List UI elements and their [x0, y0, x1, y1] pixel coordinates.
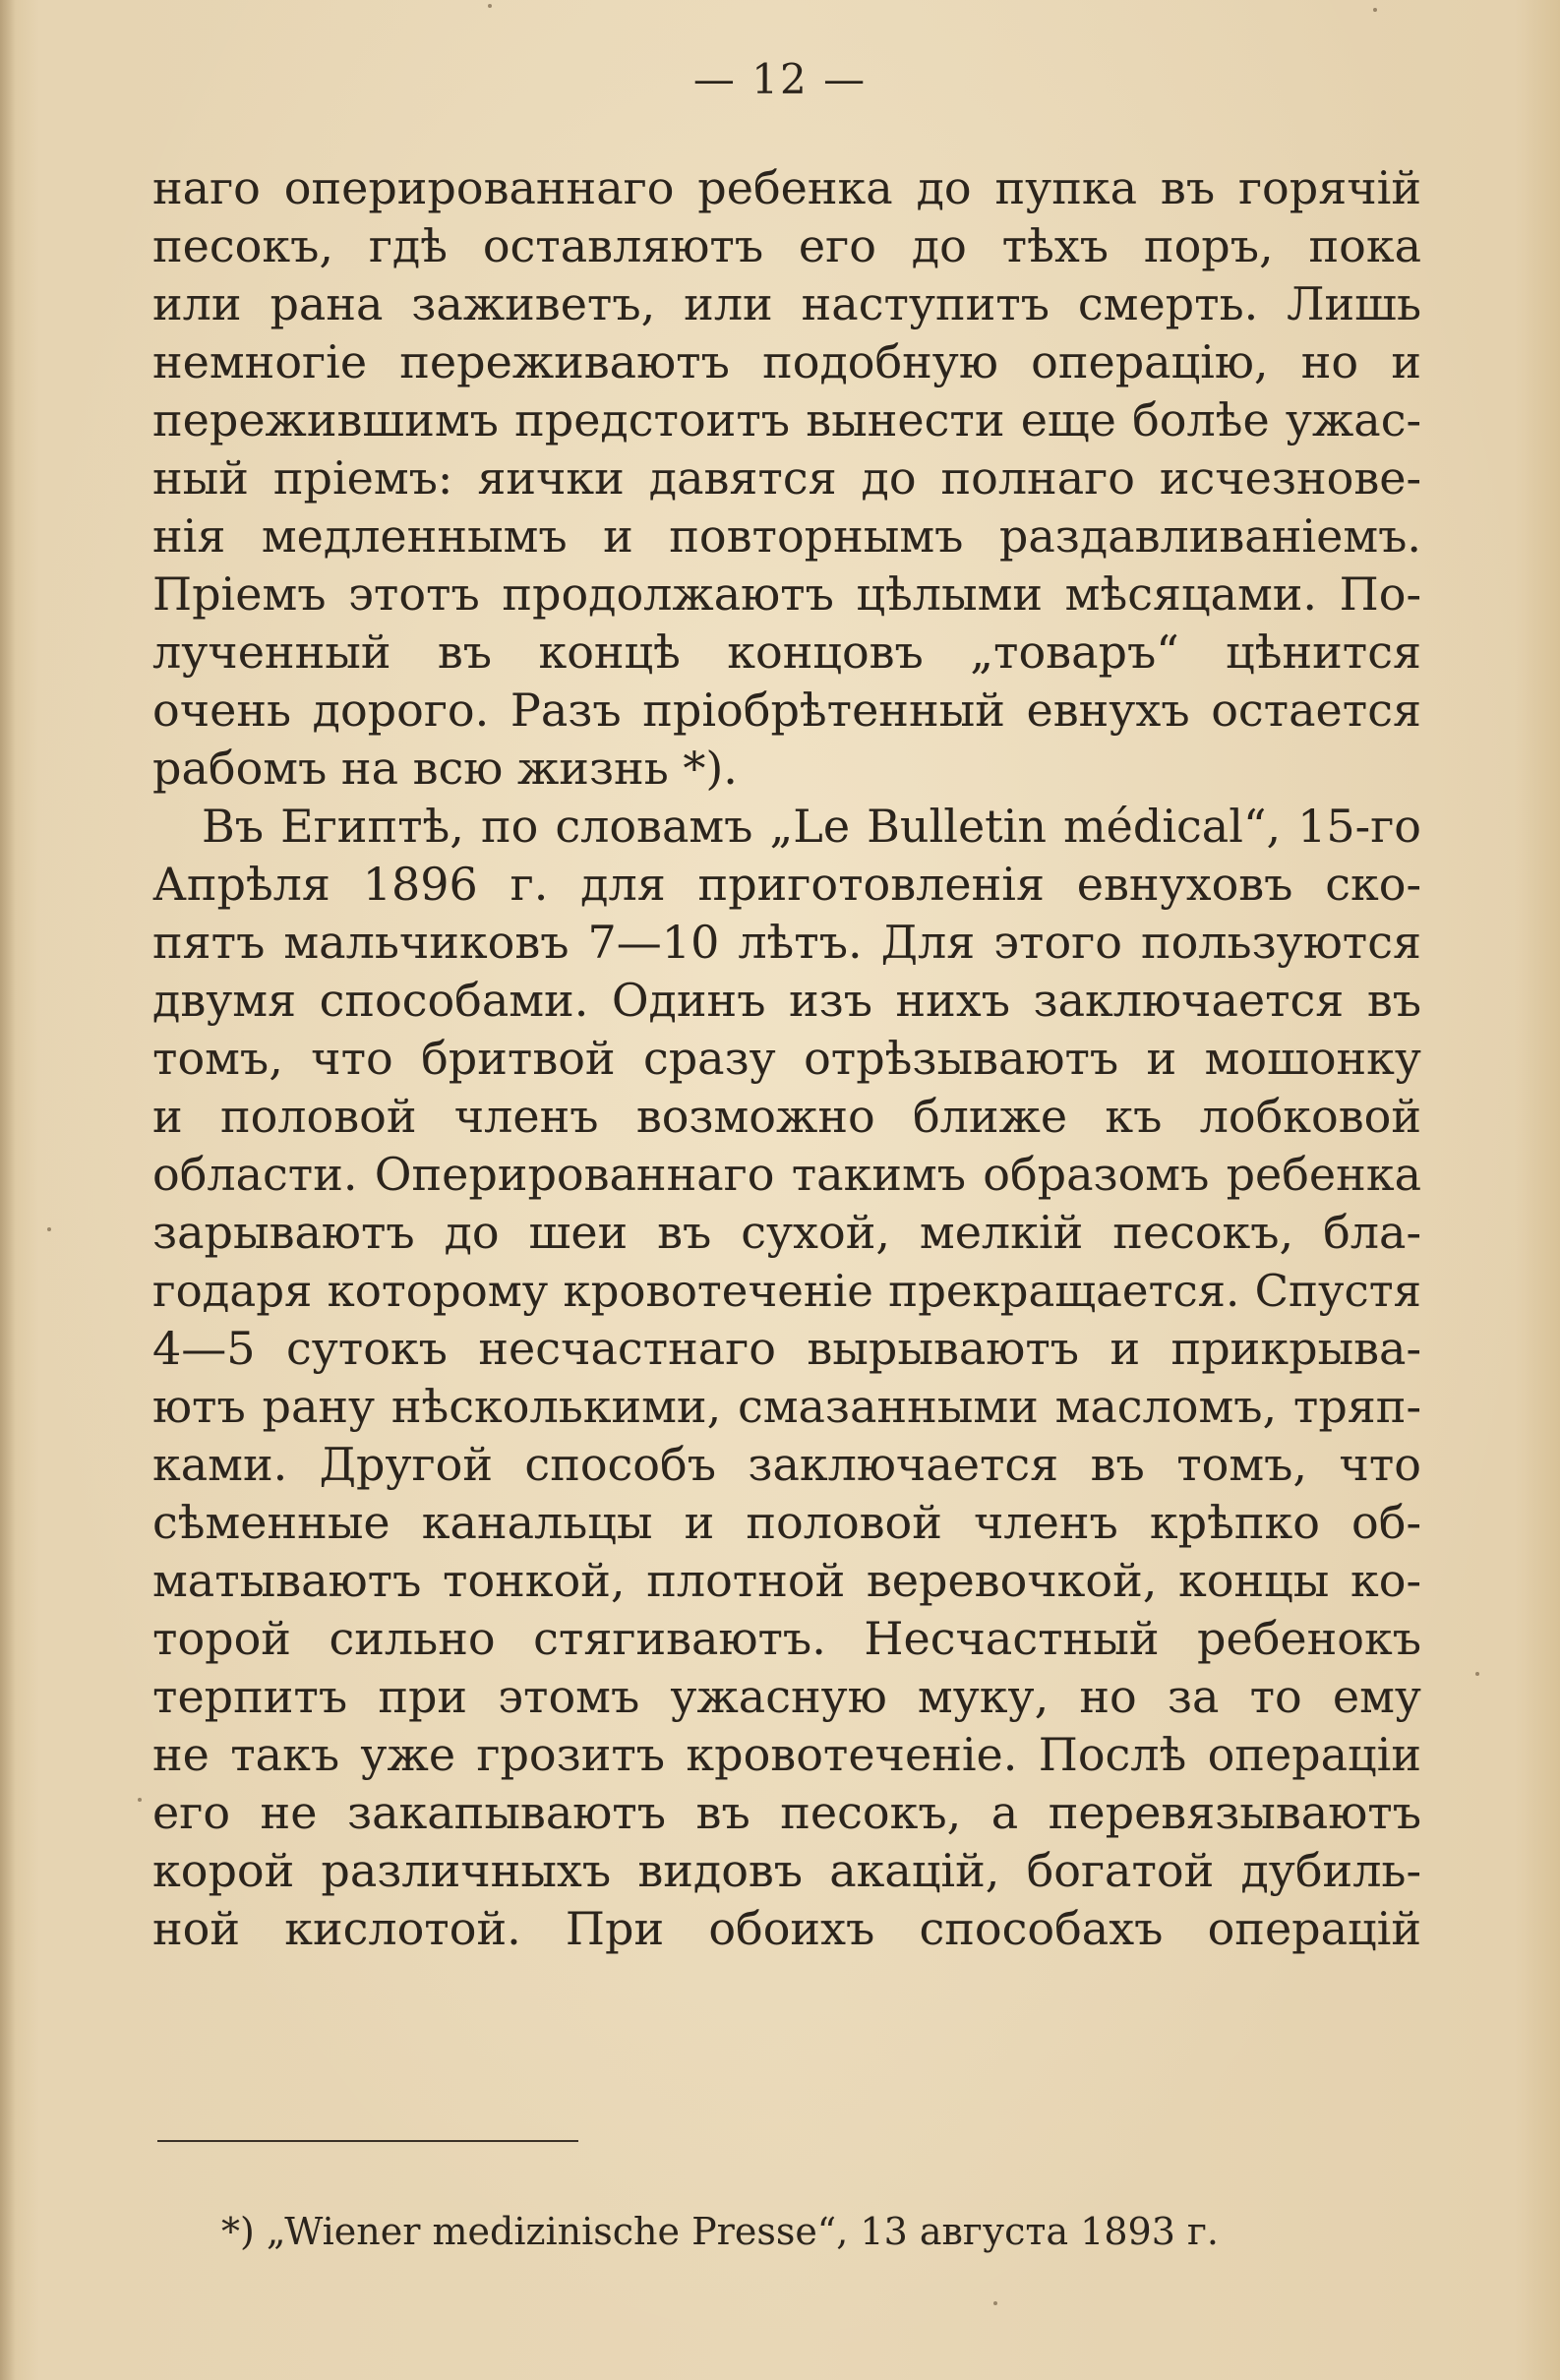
text-line: ютъ рану нѣсколькими, смазанными масломъ, тряп-	[152, 1380, 1421, 1433]
text-line: пятъ мальчиковъ 7—10 лѣтъ. Для этого пользуются	[152, 916, 1421, 969]
paper-speck	[1373, 8, 1377, 12]
text-line: немногіе переживаютъ подобную операцію, но и	[152, 335, 1421, 388]
paragraph-start-line: Въ Египтѣ, по словамъ „Le Bulletin médical“, 15-го	[202, 800, 1421, 853]
text-line: не такъ уже грозитъ кровотеченіе. Послѣ операціи	[152, 1728, 1421, 1781]
paragraph-end-line: рабомъ на всю жизнь *).	[152, 742, 738, 795]
text-line: пережившимъ предстоитъ вынести еще болѣе ужас-	[152, 393, 1421, 446]
text-line: зарываютъ до шеи въ сухой, мелкій песокъ, бла-	[152, 1206, 1421, 1259]
text-line: его не закапываютъ въ песокъ, а перевязываютъ	[152, 1786, 1421, 1839]
text-line: томъ, что бритвой сразу отрѣзываютъ и мошонку	[152, 1032, 1421, 1085]
text-line: 4—5 сутокъ несчастнаго вырываютъ и прикрыва-	[152, 1322, 1421, 1375]
text-line: ками. Другой способъ заключается въ томъ, что	[152, 1438, 1421, 1491]
text-line: сѣменные канальцы и половой членъ крѣпко об-	[152, 1496, 1421, 1549]
text-line: ной кислотой. При обоихъ способахъ операцій	[152, 1902, 1421, 1955]
footnote: *) „Wiener medizinische Presse“, 13 августа 1893 г.	[221, 2210, 1219, 2253]
text-line: Пріемъ этотъ продолжаютъ цѣлыми мѣсяцами. По-	[152, 567, 1421, 621]
text-line: матываютъ тонкой, плотной веревочкой, концы ко-	[152, 1554, 1421, 1607]
footnote-rule	[157, 2140, 578, 2142]
text-line: корой различныхъ видовъ акацій, богатой дубиль-	[152, 1844, 1421, 1897]
text-line: области. Оперированнаго такимъ образомъ ребенка	[152, 1148, 1421, 1201]
text-line: или рана заживетъ, или наступитъ смерть. Лишь	[152, 277, 1421, 330]
paper-speck	[47, 1227, 51, 1231]
text-line: песокъ, гдѣ оставляютъ его до тѣхъ поръ, пока	[152, 219, 1421, 272]
body-text	[152, 159, 1421, 1958]
text-line: и половой членъ возможно ближе къ лобковой	[152, 1090, 1421, 1143]
text-line: лученный въ концѣ концовъ „товаръ“ цѣнится	[152, 625, 1421, 679]
text-line: торой сильно стягиваютъ. Несчастный ребенокъ	[152, 1612, 1421, 1665]
paper-speck	[1475, 1672, 1479, 1676]
text-line: терпитъ при этомъ ужасную муку, но за то ему	[152, 1670, 1421, 1723]
text-line: двумя способами. Одинъ изъ нихъ заключается въ	[152, 974, 1421, 1027]
text-line: годаря которому кровотеченіе прекращается. Спустя	[152, 1265, 1421, 1317]
paper-speck	[993, 2301, 997, 2305]
text-line: наго оперированнаго ребенка до пупка въ горячій	[152, 161, 1421, 214]
paper-speck	[138, 1798, 142, 1802]
text-line: Апрѣля 1896 г. для приготовленія евнуховъ ско-	[152, 858, 1421, 911]
page-gutter-shadow	[0, 0, 16, 2380]
text-line: очень дорого. Разъ пріобрѣтенный евнухъ остается	[152, 684, 1421, 737]
paper-speck	[488, 4, 492, 8]
text-line: нія медленнымъ и повторнымъ раздавливаніемъ.	[152, 509, 1421, 563]
text-line: ный пріемъ: яички давятся до полнаго исчезнове-	[152, 451, 1421, 505]
page-number: — 12 —	[692, 55, 868, 103]
